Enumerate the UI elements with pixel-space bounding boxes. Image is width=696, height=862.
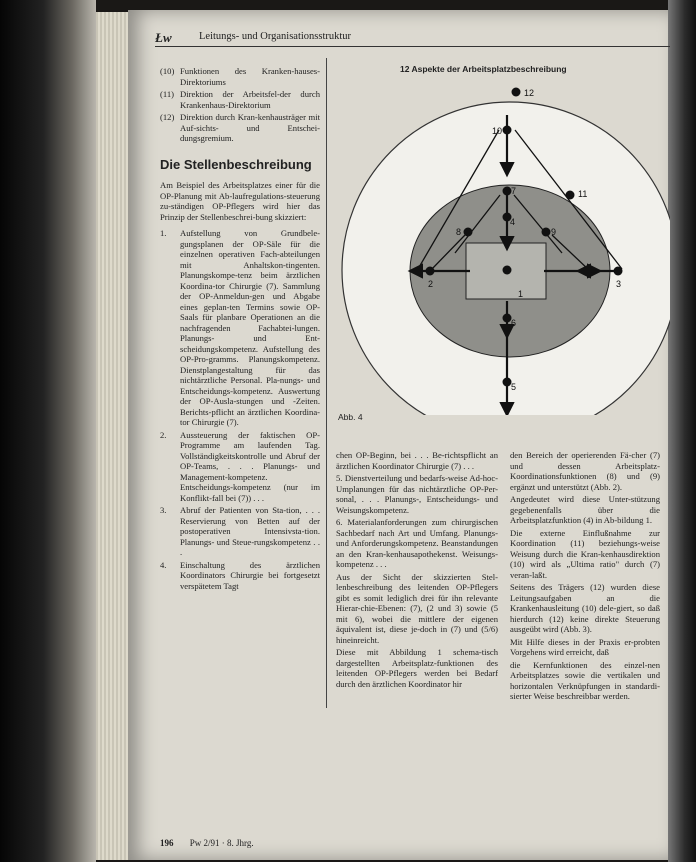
node-2 xyxy=(426,267,435,276)
numbered-item xyxy=(160,228,320,430)
intro-paragraph: Am Beispiel des Arbeitsplatzes einer für die OP-Planung mit Ab-laufregulations-steuerung zu-ständigen OP-Pflegers wird hier das Prinzip der Stellenbeschrei-bung skizziert: xyxy=(160,180,320,222)
paragraph: die Kernfunktionen des einzel-nen Arbeitsplatzes sowie die vertikalen und horizontalen Verknüpfungen in standardi-sierter Weise beschreibbar werden. xyxy=(510,659,660,701)
middle-column xyxy=(336,450,498,691)
item-number: 1. xyxy=(160,228,167,238)
section-heading: Die Stellenbeschreibung xyxy=(160,156,312,172)
item-number: 4. xyxy=(160,559,167,570)
item-text: Direktion der Arbeitsfel-der durch Krankenhaus-Direktorium xyxy=(180,89,320,110)
item-number: (10) xyxy=(160,66,175,76)
node-10 xyxy=(503,126,512,135)
item-text: Abruf der Patienten von Sta-tion, . . . Reservierung von Betten auf der postoperativen Intensivsta-tion. Planungs- und Steue-rungskompetenz . . . xyxy=(180,505,320,557)
paragraph: 6. Materialanforderungen zum chirurgischen Sachbedarf nach Art und Umfang. Planungs- und Anforderungskompetenz. Beanstandungen an den Kran-kenhausapothekenst. Weisungs-kompetenz . . . xyxy=(336,517,498,569)
top-list-item xyxy=(160,112,320,146)
node-label: 1 xyxy=(518,289,524,299)
item-text: Aussteuerung der faktischen OP-Programme am laufenden Tag. Vollständigkeitskontrolle und Abruf der OP-Teams, . . . Planungs- und Management-kompetenz. Entscheidungs-kompetenz (nur im Konflikt-fall bei (7)) . . . xyxy=(180,429,320,503)
running-header xyxy=(155,30,670,47)
workplace-diagram xyxy=(330,75,670,415)
paragraph: den Bereich der operierenden Fä-cher (7) und dessen Arbeitsplatz-Koordinationsfunktionen (8) und (9) ergänzt und unterstützt (Abb. 2). xyxy=(510,450,660,492)
node-8 xyxy=(464,228,473,237)
node-label: 8 xyxy=(456,227,462,237)
node-label: 11 xyxy=(578,189,588,199)
node-11 xyxy=(566,191,575,200)
item-number: (11) xyxy=(160,89,174,99)
top-list-item xyxy=(160,89,320,112)
node-label: 2 xyxy=(428,279,434,289)
right-page-edge xyxy=(668,0,696,862)
paragraph: Angedeutet wird diese Unter-stützung gegebenenfalls über die Arbeitsplatzfunktion (4) in Ab-bildung 1. xyxy=(510,494,660,525)
figure-caption: Abb. 4 xyxy=(338,412,363,422)
numbered-item xyxy=(160,430,320,506)
book-spine-shadow xyxy=(0,0,96,862)
numbered-item xyxy=(160,560,320,594)
footer-note: Pw 2/91 · 8. Jhrg. xyxy=(189,838,254,848)
page-number: 196 xyxy=(160,838,174,848)
header-title: Leitungs- und Organisationsstruktur xyxy=(199,31,352,42)
paragraph: Die externe Einflußnahme zur Koordination (11) beziehungs-weise Weisung durch die Kran-kenhausdirektion (10) wird als „Ultima ratio" durch (7) veran-laßt. xyxy=(510,527,660,580)
item-text: Einschaltung des ärztlichen Koordinators Chirurgie bei fortgesetzt verspätetem Tagt xyxy=(180,559,320,591)
node-12 xyxy=(512,88,521,97)
column-divider xyxy=(326,58,327,708)
paragraph: Mit Hilfe dieses in der Praxis er-probten Vorgehens wird erreicht, daß xyxy=(510,636,660,657)
numbered-item xyxy=(160,505,320,560)
right-column xyxy=(510,450,660,704)
node-9 xyxy=(542,228,551,237)
node-1 xyxy=(503,266,512,275)
figure-title: 12 Aspekte der Arbeitsplatzbeschreibung xyxy=(400,64,567,74)
paragraph: 5. Dienstverteilung und bedarfs-weise Ad-hoc-Umplanungen für das nichtärztliche OP-Per-sonal, . . . Planungs-, Entscheidungs- und Weisungskompetenz. xyxy=(336,473,498,515)
top-list-item xyxy=(160,66,320,89)
publisher-logo: Łw xyxy=(155,30,172,45)
paragraph: chen OP-Beginn, bei . . . Be-richtspflicht an ärztlichen Koordinator Chirurgie (7) . . . xyxy=(336,450,498,471)
node-label: 12 xyxy=(524,88,535,98)
paragraph: Seitens des Trägers (12) wurden diese Leitungsaufgaben an die Krankenhausleitung (10) dele-giert, so daß hierdurch (12) keine direkte Steuerung ausgeübt wird (Abb. 3). xyxy=(510,582,660,634)
page-footer xyxy=(160,838,254,848)
node-label: 3 xyxy=(616,279,622,289)
item-text: Direktion durch Kran-kenhausträger mit Auf-sichts- und Entschei-dungsgremium. xyxy=(180,112,320,143)
node-label: 5 xyxy=(511,382,517,392)
node-label: 4 xyxy=(510,217,516,227)
node-label: 6 xyxy=(511,318,517,328)
item-text: Funktionen des Kranken-hauses-Direktoriums xyxy=(180,66,320,87)
paragraph: Aus der Sicht der skizzierten Stel-lenbeschreibung des leitenden OP-Pflegers gibt es somit lediglich drei für ihn relevante Hierar-chie-Ebenen: (7), (2 und 3) sowie (5 mit 6), wobei die mittlere der eigenen äquivalent ist, diese je-doch in (7) und (5/6) hineinreicht. xyxy=(336,571,498,645)
node-label: 7 xyxy=(511,186,517,196)
paragraph: Diese mit Abbildung 1 schema-tisch dargestellten Arbeitsplatz-funktionen des leitenden OP-Pflegers werden bei Bedarf durch den ärztlichen Koordinator hir xyxy=(336,647,498,689)
left-column xyxy=(160,66,320,593)
item-text: Aufstellung von Grundbele-gungsplanen der OP-Säle für die einzelnen operativen Fach-abteilungen mit Anhaltskon-tingenten. Planungskompe-tenz beim ärztlichen Koordina-tor Chirurgie (7). Sammlung der OP-Anmeldun-gen und Abgabe eines geplan-ten Termins sowie OP-Saals für planbare Operationen an die nachfragenden Fachabtei-lungen. Planungs- und Ent-scheidungskompetenz. Aufstellung des OP-Pro-gramms. Planungskompetenz. Dienstplangestaltung für das nichtärztliche Personal. Pla-nungs- und Entscheidungs-kompetenz. Auswertung der OP-Ausla-stungen und -Zeiten. Berichts-pflicht an ärztlichen Koordina-tor Chirurgie (7). xyxy=(180,228,320,427)
node-label: 9 xyxy=(551,227,557,237)
node-label: 10 xyxy=(492,126,503,136)
item-number: 3. xyxy=(160,505,167,515)
item-number: 2. xyxy=(160,429,167,440)
node-3 xyxy=(614,267,623,276)
item-number: (12) xyxy=(160,112,175,122)
